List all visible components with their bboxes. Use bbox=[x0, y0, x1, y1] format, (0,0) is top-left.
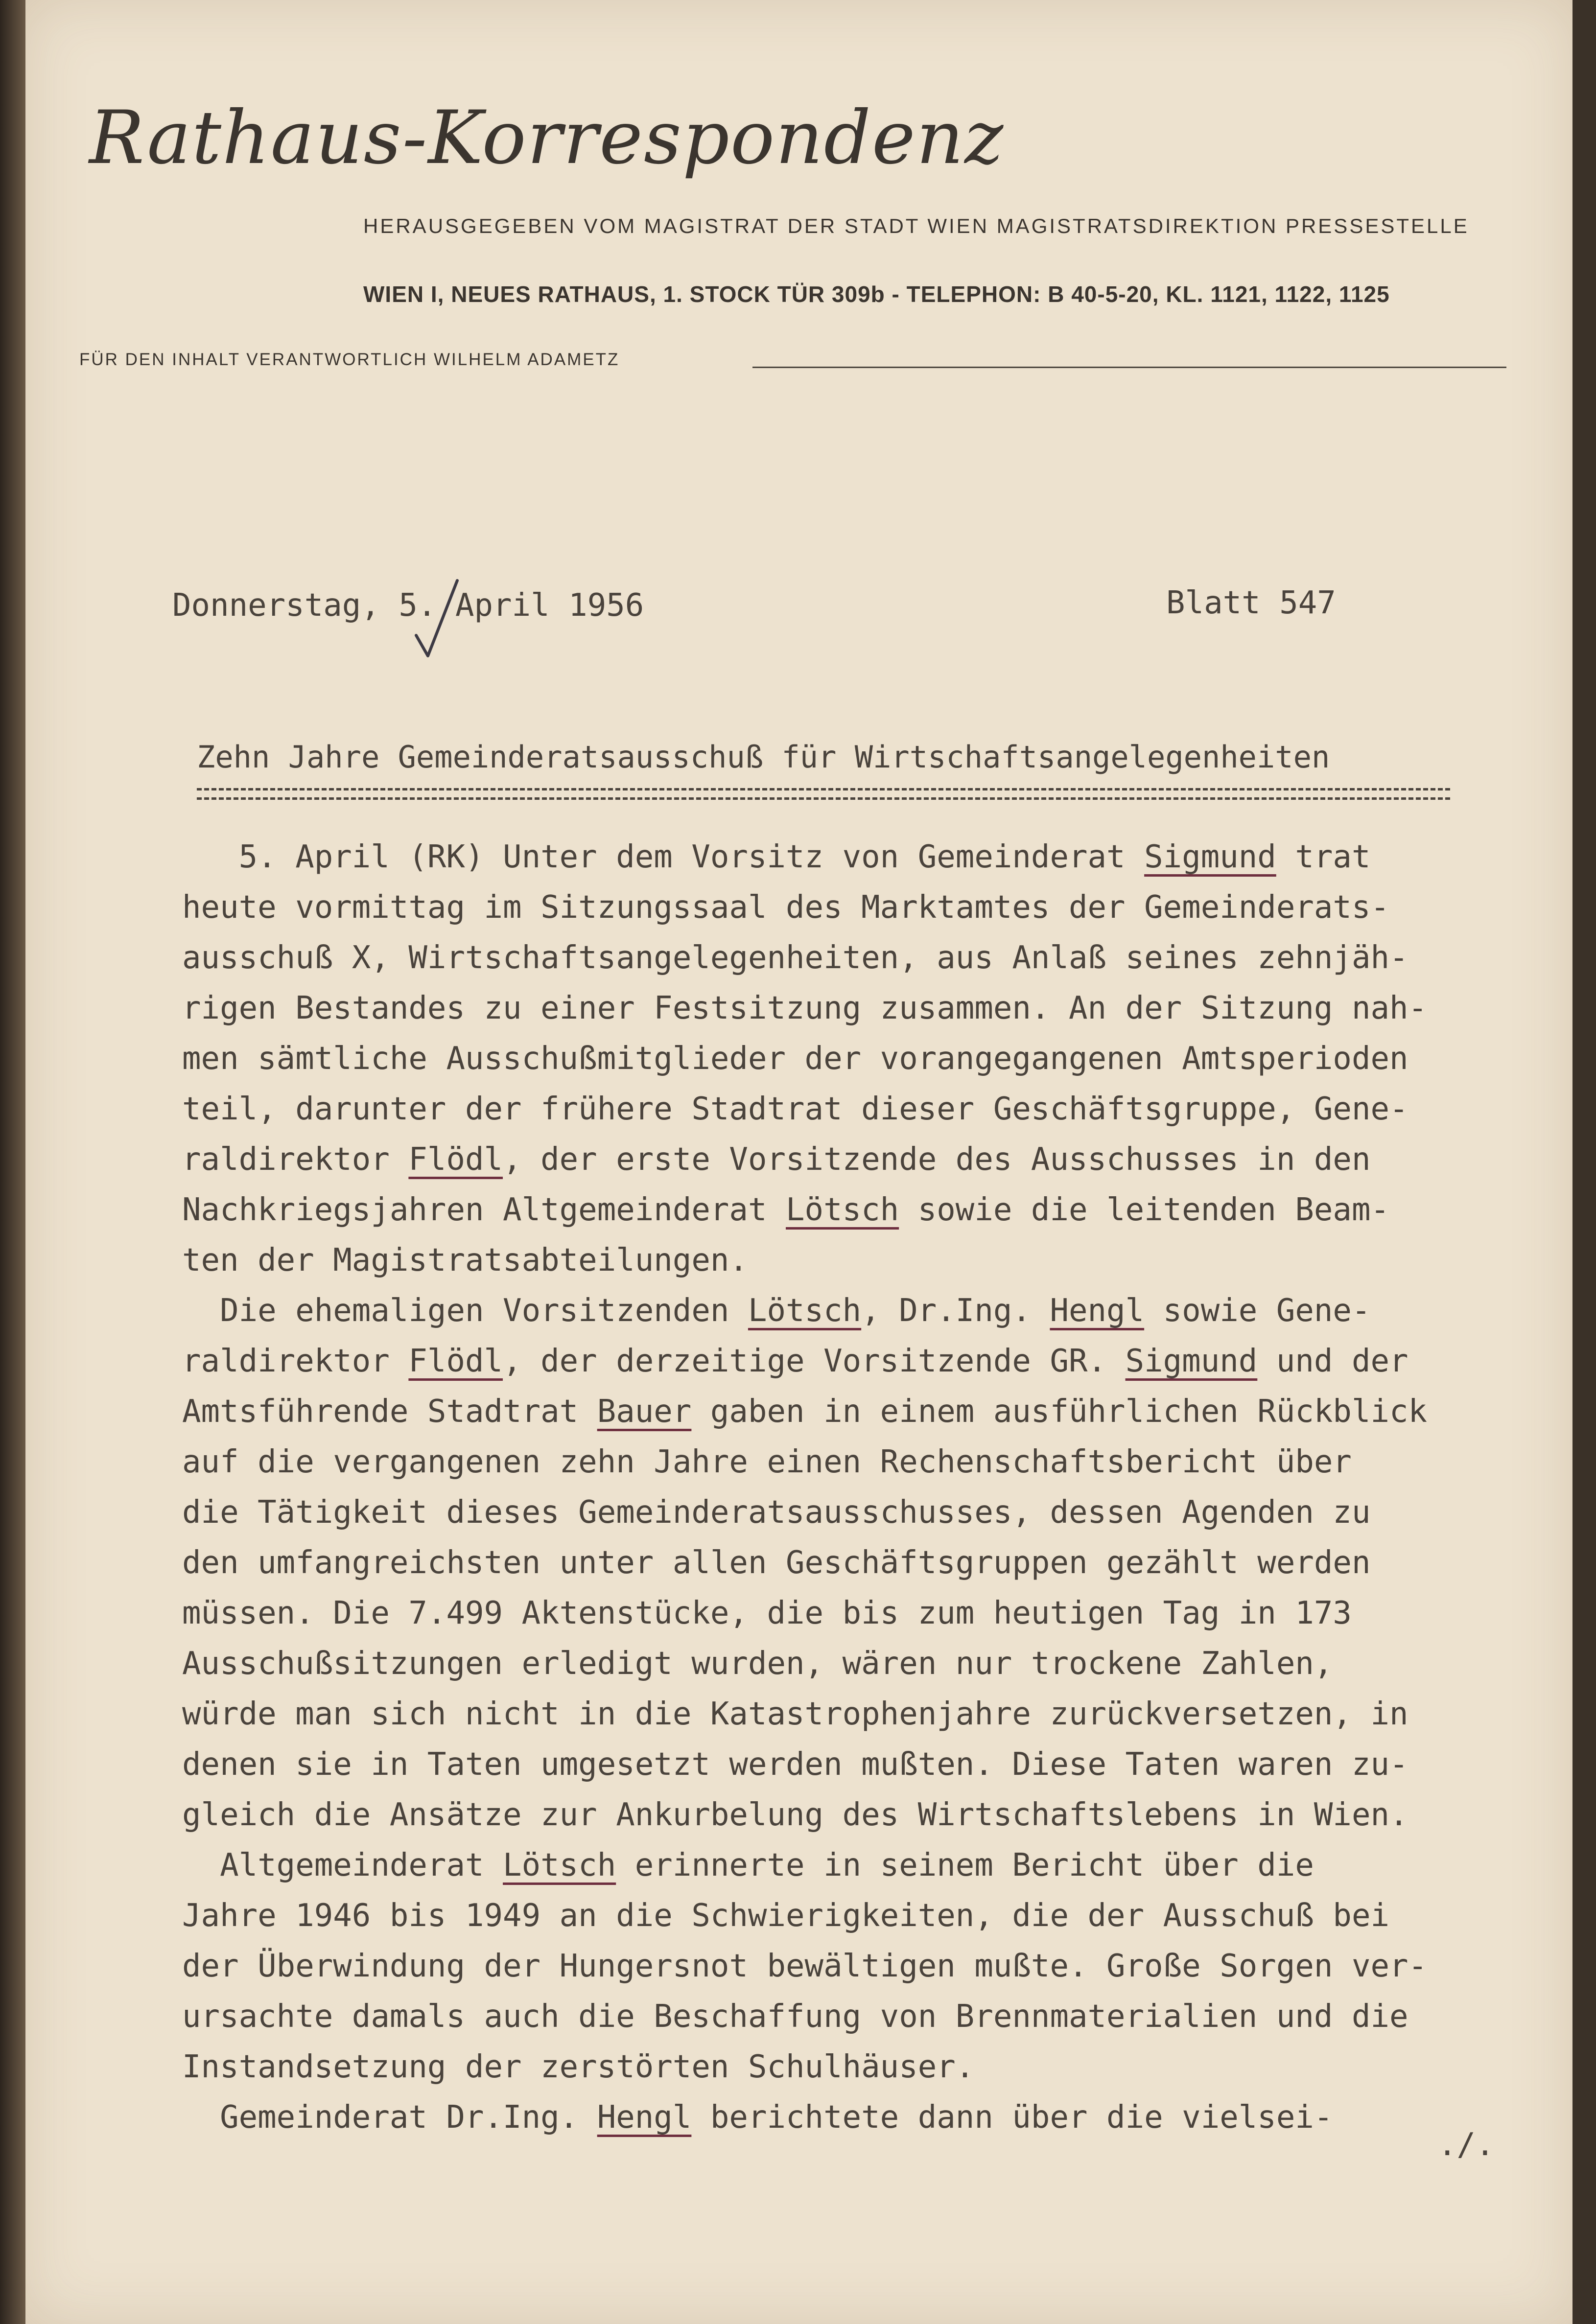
text-line bbox=[182, 1639, 1524, 1689]
text-line bbox=[182, 1034, 1524, 1084]
text-segment: die Tätigkeit dieses Gemeinderatsausschusses, dessen Agenden zu bbox=[182, 1494, 1371, 1531]
text-line bbox=[182, 1538, 1524, 1588]
text-line bbox=[182, 2092, 1524, 2143]
underlined-name: Lötsch bbox=[748, 1293, 862, 1329]
text-segment: Die ehemaligen Vorsitzenden bbox=[182, 1293, 748, 1329]
text-line bbox=[182, 1286, 1524, 1336]
article-body bbox=[182, 832, 1524, 2143]
text-segment: gaben in einem ausführlichen Rückblick bbox=[691, 1394, 1428, 1430]
checkmark-icon bbox=[412, 578, 461, 661]
masthead-title: Rathaus-Korrespondenz bbox=[89, 95, 1005, 181]
text-line bbox=[182, 883, 1524, 933]
text-line bbox=[182, 1235, 1524, 1286]
text-segment: der Überwindung der Hungersnot bewältigen mußte. Große Sorgen ver- bbox=[182, 1948, 1428, 1984]
text-line bbox=[182, 1185, 1524, 1235]
text-segment: trat bbox=[1276, 839, 1371, 875]
text-segment: auf die vergangenen zehn Jahre einen Rechenschaftsbericht über bbox=[182, 1444, 1352, 1480]
text-line bbox=[182, 1891, 1524, 1941]
publisher-line: HERAUSGEGEBEN VOM MAGISTRAT DER STADT WIEN MAGISTRATSDIREKTION PRESSESTELLE bbox=[363, 214, 1469, 237]
continuation-mark: ./. bbox=[1438, 2127, 1495, 2163]
text-line bbox=[182, 933, 1524, 983]
text-segment: berichtete dann über die vielsei- bbox=[691, 2099, 1333, 2136]
text-segment: teil, darunter der frühere Stadtrat dieser Geschäftsgruppe, Gene- bbox=[182, 1091, 1408, 1127]
text-line bbox=[182, 1135, 1524, 1185]
binding-spine bbox=[0, 0, 25, 2324]
text-segment: Gemeinderat Dr.Ing. bbox=[182, 2099, 597, 2136]
text-segment: raldirektor bbox=[182, 1343, 409, 1379]
text-line bbox=[182, 1740, 1524, 1790]
text-segment: sowie die leitenden Beam- bbox=[899, 1192, 1389, 1228]
text-segment: ursachte damals auch die Beschaffung von Brennmaterialien und die bbox=[182, 1999, 1408, 2035]
text-segment: erinnerte in seinem Bericht über die bbox=[616, 1847, 1314, 1883]
text-line bbox=[182, 1790, 1524, 1840]
underlined-name: Hengl bbox=[597, 2099, 692, 2136]
responsible-editor-line: FÜR DEN INHALT VERANTWORTLICH WILHELM ADAMETZ bbox=[79, 350, 620, 369]
text-segment: und der bbox=[1257, 1343, 1408, 1379]
text-line bbox=[182, 832, 1524, 883]
underlined-name: Hengl bbox=[1050, 1293, 1145, 1329]
text-segment: Instandsetzung der zerstörten Schulhäuser. bbox=[182, 2049, 975, 2085]
article-headline: Zehn Jahre Gemeinderatsausschuß für Wirtschaftsangelegenheiten bbox=[197, 739, 1330, 775]
text-segment: , der erste Vorsitzende des Ausschusses in den bbox=[503, 1141, 1371, 1178]
text-line bbox=[182, 1588, 1524, 1639]
text-line bbox=[182, 1840, 1524, 1891]
header-rule bbox=[752, 367, 1506, 368]
text-segment: denen sie in Taten umgesetzt werden mußten. Diese Taten waren zu- bbox=[182, 1746, 1408, 1783]
text-segment: , Dr.Ing. bbox=[861, 1293, 1050, 1329]
text-segment: würde man sich nicht in die Katastrophenjahre zurückversetzen, in bbox=[182, 1696, 1408, 1732]
text-segment: raldirektor bbox=[182, 1141, 409, 1178]
text-segment: ausschuß X, Wirtschaftsangelegenheiten, aus Anlaß seines zehnjäh- bbox=[182, 940, 1408, 976]
sheet-number: Blatt 547 bbox=[1166, 585, 1336, 621]
text-segment: 5. April (RK) Unter dem Vorsitz von Gemeinderat bbox=[182, 839, 1145, 875]
text-line bbox=[182, 1336, 1524, 1387]
text-segment: müssen. Die 7.499 Aktenstücke, die bis zum heutigen Tag in 173 bbox=[182, 1595, 1352, 1631]
text-segment: sowie Gene- bbox=[1144, 1293, 1371, 1329]
text-line bbox=[182, 1437, 1524, 1487]
text-segment: Amtsführende Stadtrat bbox=[182, 1394, 597, 1430]
text-segment: gleich die Ansätze zur Ankurbelung des Wirtschaftslebens in Wien. bbox=[182, 1797, 1408, 1833]
text-line bbox=[182, 1084, 1524, 1135]
text-segment: rigen Bestandes zu einer Festsitzung zusammen. An der Sitzung nah- bbox=[182, 990, 1428, 1026]
text-line bbox=[182, 1992, 1524, 2042]
address-line: WIEN I, NEUES RATHAUS, 1. STOCK TÜR 309b - TELEPHON: B 40-5-20, KL. 1121, 1122, 1125 bbox=[363, 281, 1390, 307]
underlined-name: Sigmund bbox=[1144, 839, 1276, 875]
document-page bbox=[25, 0, 1573, 2324]
underlined-name: Flödl bbox=[408, 1343, 503, 1379]
dateline-date: Donnerstag, 5. April 1956 bbox=[172, 587, 644, 624]
text-segment: men sämtliche Ausschußmitglieder der vorangegangenen Amtsperioden bbox=[182, 1041, 1408, 1077]
underlined-name: Lötsch bbox=[786, 1192, 899, 1228]
underlined-name: Lötsch bbox=[503, 1847, 616, 1883]
text-segment: den umfangreichsten unter allen Geschäftsgruppen gezählt werden bbox=[182, 1545, 1371, 1581]
text-segment: Jahre 1946 bis 1949 an die Schwierigkeiten, die der Ausschuß bei bbox=[182, 1898, 1389, 1934]
text-line bbox=[182, 1689, 1524, 1740]
underlined-name: Flödl bbox=[408, 1141, 503, 1178]
text-segment: Nachkriegsjahren Altgemeinderat bbox=[182, 1192, 786, 1228]
text-segment: Ausschußsitzungen erledigt wurden, wären nur trockene Zahlen, bbox=[182, 1646, 1333, 1682]
text-segment: heute vormittag im Sitzungssaal des Marktamtes der Gemeinderats- bbox=[182, 889, 1389, 926]
underlined-name: Bauer bbox=[597, 1394, 692, 1430]
headline-double-rule bbox=[197, 788, 1450, 800]
text-segment: , der derzeitige Vorsitzende GR. bbox=[503, 1343, 1126, 1379]
text-line bbox=[182, 1941, 1524, 1992]
text-line bbox=[182, 2042, 1524, 2092]
text-line bbox=[182, 1487, 1524, 1538]
text-segment: ten der Magistratsabteilungen. bbox=[182, 1242, 748, 1278]
text-line bbox=[182, 1387, 1524, 1437]
text-line bbox=[182, 983, 1524, 1034]
text-segment: Altgemeinderat bbox=[182, 1847, 503, 1883]
underlined-name: Sigmund bbox=[1125, 1343, 1258, 1379]
